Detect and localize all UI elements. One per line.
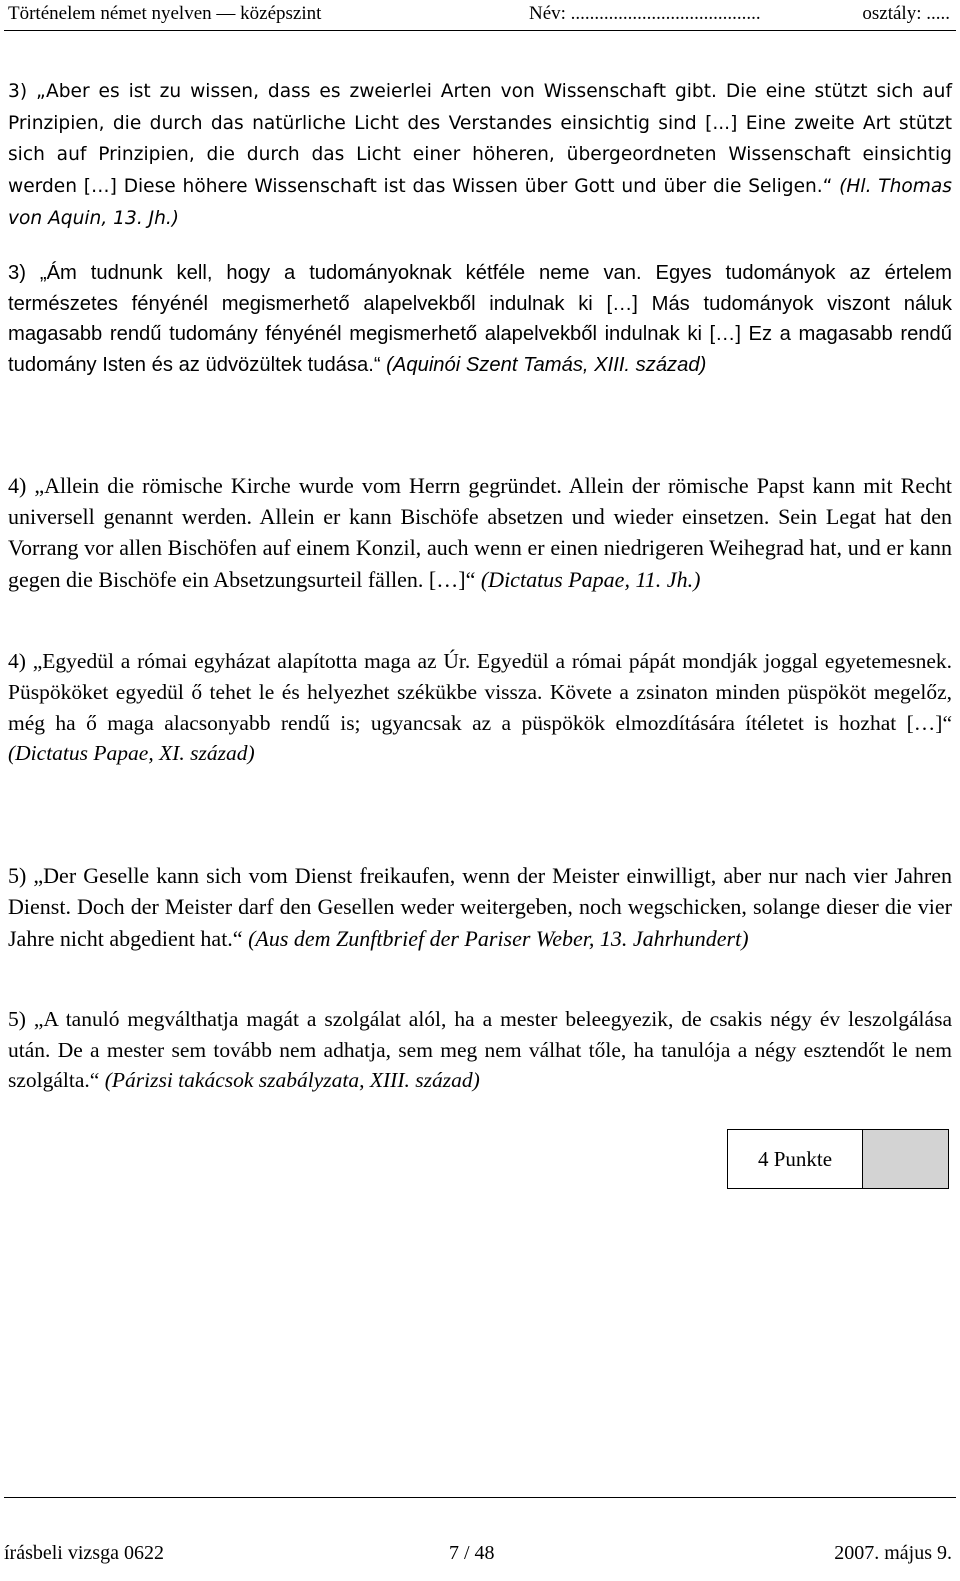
score-label: 4 Punkte	[728, 1130, 863, 1188]
source-4-hungarian	[8, 646, 952, 769]
source-citation: (Hl. Thomas von Aquin, 13. Jh.)	[8, 176, 952, 229]
source-text: 4) „Allein die römische Kirche wurde vom Herrn gegründet. Allein der römische Papst kann mit Recht universell genannt werden. Allein er kann Bischöfe absetzen und wieder einsetzen. Sein Legat hat den Vorrang vor allen Bischöfen auf einem Konzil, auch wenn er einen niedrigeren Weihegrad hat, und er kann gegen die Bischöfe ein Absetzungsurteil fällen. […]“	[8, 473, 952, 592]
score-box	[727, 1129, 949, 1189]
source-citation: (Párizsi takácsok szabályzata, XIII. század)	[104, 1068, 480, 1093]
source-citation: (Dictatus Papae, 11. Jh.)	[480, 566, 701, 592]
source-citation: (Aus dem Zunftbrief der Pariser Weber, 13. Jahrhundert)	[248, 925, 749, 951]
subject-title: Történelem német nyelven — középszint	[8, 3, 322, 24]
source-5-german	[8, 860, 952, 954]
name-field: Név: ........................................	[529, 3, 761, 24]
source-4-german	[8, 470, 952, 595]
exam-code: írásbeli vizsga 0622	[4, 1542, 164, 1564]
score-input-field[interactable]	[863, 1130, 948, 1188]
exam-date: 2007. május 9.	[834, 1542, 952, 1564]
source-text: 3) „Aber es ist zu wissen, dass es zweierlei Arten von Wissenschaft gibt. Die eine stützt sich auf Prinzipien, die durch das natürliche Licht des Verstandes einsichtig sind [...] Eine zweite Art stützt sich auf Prinzipien, die durch das Licht einer höheren, übergeordneten Wissenschaft einsichtig werden […] Diese höhere Wissenschaft ist das Wissen über Gott und über die Seligen.“	[8, 81, 952, 198]
class-field: osztály: .....	[862, 3, 950, 24]
page-footer	[4, 1497, 956, 1564]
page-number: 7 / 48	[449, 1542, 495, 1564]
source-citation: (Aquinói Szent Tamás, XIII. század)	[386, 353, 707, 376]
source-5-hungarian	[8, 1004, 952, 1096]
source-text: 5) „A tanuló megválthatja magát a szolgálat alól, ha a mester beleegyezik, de csakis négy év leszolgálása után. De a mester sem tovább nem adhatja, sem meg nem válhat tőle, ha tanulója a négy esztendőt le nem szolgálta.“	[8, 1007, 952, 1093]
page-header	[4, 0, 956, 31]
source-text: 4) „Egyedül a római egyházat alapította maga az Úr. Egyedül a római pápát mondják joggal egyetemesnek. Püspököket egyedül ő tehet le és helyezhet székükbe vissza. Követe a zsinaton minden püspököt megelőz, még ha ő maga alacsonyabb rendű is; ugyancsak az a püspökök elmozdítására ítéletet is hozhat […]“	[8, 649, 952, 735]
source-3-german	[8, 76, 952, 235]
source-3-hungarian	[8, 258, 952, 380]
source-text: 3) „Ám tudnunk kell, hogy a tudományoknak kétféle neme van. Egyes tudományok az értelem természetes fényénél megismerhető alapelvekből indulnak ki […] Más tudományok viszont náluk magasabb rendű tudomány fényénél megismerhető alapelvekből indulnak ki […] Ez a magasabb rendű tudomány Isten és az üdvözültek tudása.“	[8, 262, 952, 376]
source-text: 5) „Der Geselle kann sich vom Dienst freikaufen, wenn der Meister einwilligt, aber nur nach vier Jahren Dienst. Doch der Meister darf den Gesellen weder weitergeben, noch wegschicken, solange dieser die vier Jahre nicht abgedient hat.“	[8, 863, 952, 951]
source-citation: (Dictatus Papae, XI. század)	[8, 741, 255, 766]
